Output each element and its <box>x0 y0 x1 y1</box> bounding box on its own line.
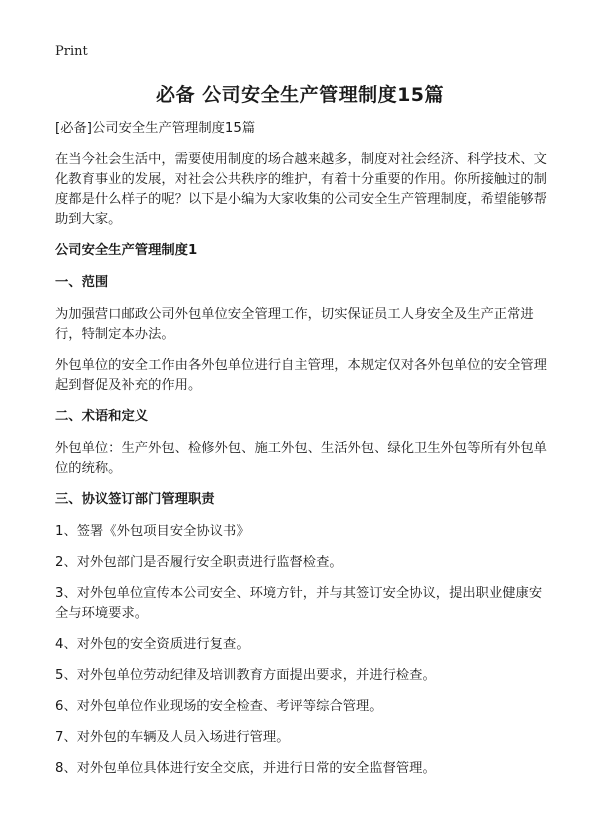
list-item: 1、签署《外包项目安全协议书》 <box>55 524 250 539</box>
intro-paragraph: 在当今社会生活中，需要使用制度的场合越来越多，制度对社会经济、科学技术、文化教育事业的发展，对社会公共秩序的维护，有着十分重要的作用。你所接触过的制度都是什么样子的呢？以下是小编为大家收集的公司安全生产管理制度，希望能够帮助到大家。 <box>55 152 547 227</box>
document-body <box>55 119 555 790</box>
list-item: 6、对外包单位作业现场的安全检查、考评等综合管理。 <box>55 699 383 714</box>
paragraph-scope-1: 为加强营口邮政公司外包单位安全管理工作，切实保证员工人身安全及生产正常进行，特制定本办法。 <box>55 307 534 342</box>
section-title: 公司安全生产管理制度1 <box>55 243 198 258</box>
list-item: 5、对外包单位劳动纪律及培训教育方面提出要求，并进行检查。 <box>55 668 436 683</box>
list-item: 4、对外包的安全资质进行复查。 <box>55 637 250 652</box>
list-item: 3、对外包单位宣传本公司安全、环境方针，并与其签订安全协议，提出职业健康安全与环境要求。 <box>55 586 543 621</box>
list-item: 8、对外包单位具体进行安全交底，并进行日常的安全监督管理。 <box>55 761 436 776</box>
page-title: 必备 公司安全生产管理制度15篇 <box>155 84 445 106</box>
paragraph-scope-2: 外包单位的安全工作由各外包单位进行自主管理，本规定仅对各外包单位的安全管理起到督促及补充的作用。 <box>55 358 547 393</box>
paragraph-definitions: 外包单位：生产外包、检修外包、施工外包、生活外包、绿化卫生外包等所有外包单位的统称。 <box>55 441 547 476</box>
heading-responsibilities: 三、协议签订部门管理职责 <box>55 492 215 507</box>
list-item: 2、对外包部门是否履行安全职责进行监督检查。 <box>55 555 343 570</box>
print-link[interactable]: Print <box>55 44 88 59</box>
document-subtitle: [必备]公司安全生产管理制度15篇 <box>55 121 256 136</box>
heading-definitions: 二、术语和定义 <box>55 409 149 424</box>
heading-scope: 一、范围 <box>55 275 109 290</box>
list-item: 7、对外包的车辆及人员入场进行管理。 <box>55 730 290 745</box>
